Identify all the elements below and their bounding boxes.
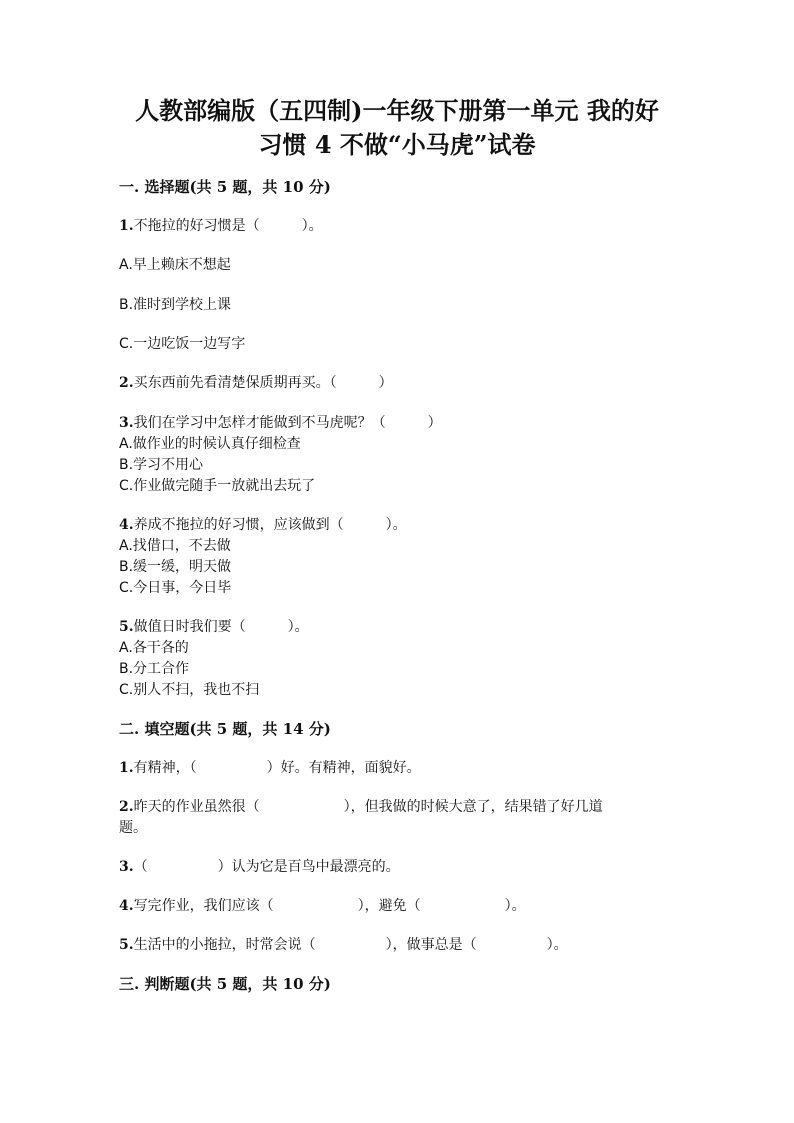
question-number: 5.	[119, 619, 134, 635]
question-number: 2.	[119, 799, 134, 815]
option-text: B.缓一缓，明天做	[119, 559, 232, 575]
question-body: 养成不拖拉的好习惯，应该做到（ ）。	[133, 517, 407, 533]
question-number: 2.	[119, 375, 134, 391]
question-number: 1.	[119, 218, 134, 234]
section-heading-fill-blank: 二. 填空题(共 5 题，共 14 分)	[119, 720, 331, 738]
section-heading-choice: 一. 选择题(共 5 题，共 10 分)	[119, 178, 331, 196]
option-text: A.找借口，不去做	[119, 538, 231, 554]
option-text: B.分工合作	[119, 661, 190, 677]
question-body: 有精神，（ ）好。有精神，面貌好。	[133, 760, 421, 776]
question-text	[119, 935, 568, 956]
question-text	[119, 617, 309, 638]
question-text	[119, 758, 421, 779]
option-text: C.别人不扫，我也不扫	[119, 682, 260, 698]
exam-title-line-1: 人教部编版（五四制)一年级下册第一单元 我的好	[135, 96, 659, 125]
question-body: 写完作业，我们应该（ ），避免（ ）。	[133, 898, 526, 914]
option-text: B.准时到学校上课	[119, 297, 232, 313]
question-number: 4.	[119, 517, 134, 533]
question-continuation: 题。	[119, 820, 147, 836]
section-heading-true-false: 三. 判断题(共 5 题，共 10 分)	[119, 975, 331, 993]
option-text: B.学习不用心	[119, 457, 204, 473]
option-text: C.作业做完随手一放就出去玩了	[119, 478, 316, 494]
question-text	[119, 216, 323, 237]
option-text: A.做作业的时候认真仔细检查	[119, 436, 301, 452]
question-number: 1.	[119, 760, 134, 776]
option-text: A.各干各的	[119, 640, 189, 656]
question-body: 做值日时我们要（ ）。	[133, 619, 309, 635]
question-body: （ ）认为它是百鸟中最漂亮的。	[133, 859, 400, 875]
question-body: 昨天的作业虽然很（ ），但我做的时候大意了，结果错了好几道	[133, 799, 603, 815]
exam-title-line-2: 习惯 4 不做“小马虎”试卷	[258, 130, 536, 159]
question-body: 我们在学习中怎样才能做到不马虎呢？（ ）	[133, 415, 442, 431]
question-text	[119, 857, 400, 878]
option-text: A.早上赖床不想起	[119, 257, 231, 273]
question-text	[119, 896, 526, 917]
option-text: C.一边吃饭一边写字	[119, 336, 246, 352]
question-text	[119, 515, 407, 536]
question-text	[119, 797, 603, 818]
question-text	[119, 373, 393, 394]
question-number: 4.	[119, 898, 134, 914]
question-body: 生活中的小拖拉，时常会说（ ），做事总是（ ）。	[133, 937, 568, 953]
question-body: 不拖拉的好习惯是（ ）。	[133, 218, 323, 234]
question-number: 5.	[119, 937, 134, 953]
question-number: 3.	[119, 415, 134, 431]
question-body: 买东西前先看清楚保质期再买。（ ）	[133, 375, 393, 391]
question-number: 3.	[119, 859, 134, 875]
question-text	[119, 413, 442, 434]
option-text: C.今日事，今日毕	[119, 580, 232, 596]
